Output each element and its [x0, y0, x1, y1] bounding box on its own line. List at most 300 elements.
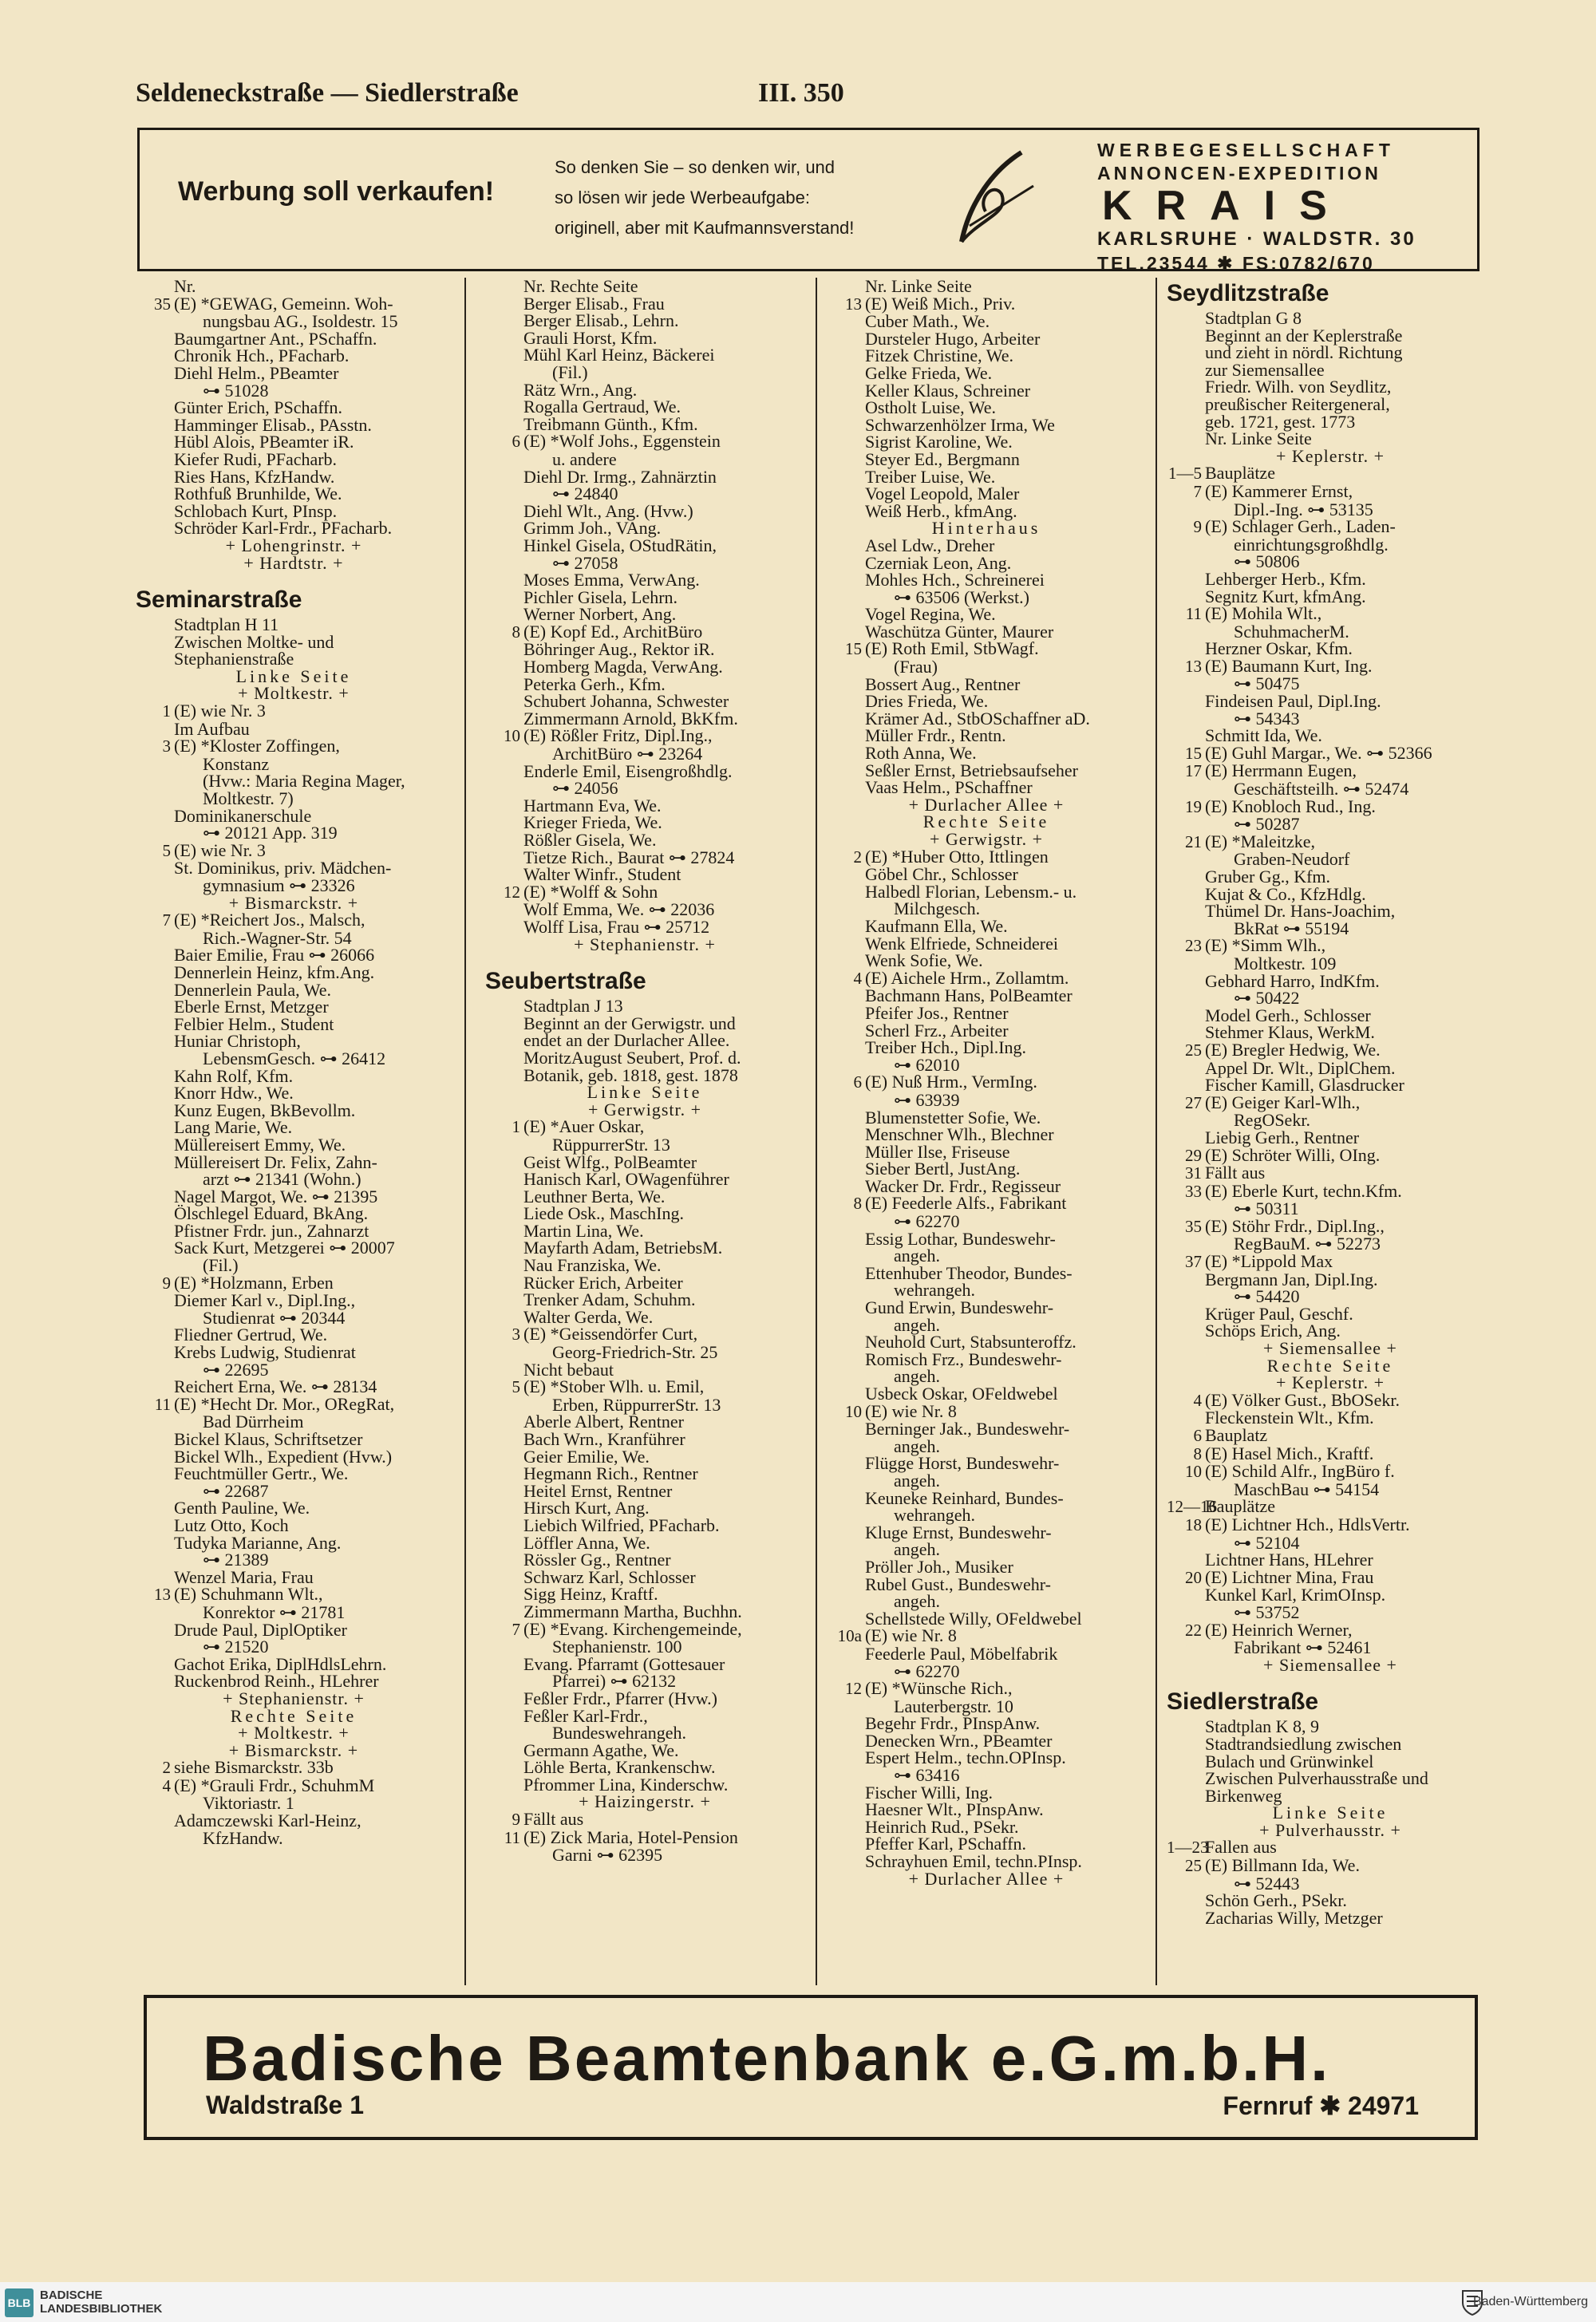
- resident-entry: Vogel Leopold, Maler: [865, 484, 1020, 504]
- side-heading: Hinterhaus: [931, 518, 1041, 539]
- resident-entry: Liede Osk., MaschIng.: [523, 1203, 685, 1224]
- column-2: [485, 278, 804, 1985]
- page-title: Seldeneckstraße — Siedlerstraße: [136, 78, 519, 108]
- entry-continuation: Graben-Neudorf: [1234, 849, 1350, 870]
- entry-continuation: (Fil.): [552, 361, 588, 382]
- house-number: 31: [1185, 1163, 1202, 1183]
- resident-entry: Treibmann Günth., Kfm.: [523, 413, 698, 434]
- entry-continuation: Garni ⊶ 62395: [552, 1845, 663, 1866]
- resident-entry: Gachot Erika, DiplHdlsLehrn.: [174, 1653, 387, 1674]
- cross-street: + Lohengrinstr. +: [225, 535, 362, 555]
- resident-entry: Nr. Rechte Seite: [523, 278, 638, 296]
- resident-entry: Nr. Linke Seite: [865, 278, 972, 296]
- resident-entry: Liebich Wilfried, PFacharb.: [523, 1514, 720, 1535]
- resident-entry: Schwarz Karl, Schlosser: [523, 1566, 696, 1587]
- entry-continuation: ⊶ 50475: [1234, 673, 1300, 694]
- resident-entry: Sigrist Karoline, We.: [865, 432, 1013, 452]
- house-entry: [485, 1118, 804, 1136]
- entry-continuation: ⊶ 63416: [894, 1765, 960, 1786]
- house-number: 12: [845, 1679, 862, 1699]
- krais-logo-icon: [938, 138, 1057, 258]
- resident-entry: St. Dominikus, priv. Mädchen-: [174, 858, 392, 879]
- house-number: 9: [1193, 517, 1202, 537]
- resident-entry: Keller Klaus, Schreiner: [865, 380, 1031, 401]
- house-entry: [1167, 937, 1494, 955]
- house-number: 15: [845, 639, 862, 659]
- resident-entry: Stadtrandsiedlung zwischen: [1205, 1733, 1402, 1754]
- entry-text: (E) *Grauli Frdr., SchuhmM: [174, 1775, 375, 1795]
- resident-entry: Zwischen Pulverhausstraße und: [1205, 1768, 1428, 1789]
- resident-entry: Enderle Emil, Eisengroßhdlg.: [523, 760, 733, 781]
- cross-street: + Haizingerstr. +: [579, 1791, 711, 1812]
- column-divider: [816, 278, 817, 1985]
- resident-entry: Nagel Margot, We. ⊶ 21395: [174, 1186, 378, 1206]
- resident-entry: Berger Elisab., Frau: [523, 293, 665, 314]
- entry-text: (E) wie Nr. 3: [174, 701, 266, 721]
- state-name[interactable]: Baden-Württemberg: [1472, 2295, 1588, 2308]
- resident-entry: Herzner Oskar, Kfm.: [1205, 638, 1353, 659]
- entry-continuation: ⊶ 50287: [1234, 814, 1300, 835]
- resident-entry: Pröller Joh., Musiker: [865, 1556, 1013, 1577]
- resident-entry: Leuthner Berta, We.: [523, 1186, 666, 1206]
- house-number: 9: [512, 1810, 520, 1830]
- house-entry: [1167, 1498, 1494, 1516]
- resident-entry: Kujat & Co., KfzHdlg.: [1205, 883, 1366, 904]
- house-entry: [485, 432, 804, 451]
- resident-entry: Krebs Ludwig, Studienrat: [174, 1342, 356, 1363]
- entry-text: (E) *Lippold Max: [1205, 1251, 1333, 1272]
- resident-entry: Bossert Aug., Rentner: [865, 673, 1021, 694]
- house-entry: [1167, 480, 1494, 501]
- house-number: 12—16: [1167, 1497, 1217, 1517]
- house-number: 2: [853, 847, 862, 867]
- house-number: 17: [1185, 761, 1202, 781]
- resident-entry: Tudyka Marianne, Ang.: [174, 1532, 342, 1553]
- resident-entry: Waschütza Günter, Maurer: [865, 621, 1054, 642]
- house-entry: [136, 1777, 452, 1795]
- entry-continuation: angeh.: [894, 1539, 941, 1560]
- resident-entry: Göbel Chr., Schlosser: [865, 864, 1018, 885]
- cross-street: + Moltkestr. +: [238, 683, 350, 704]
- house-entry: [485, 727, 804, 745]
- resident-entry: Wenzel Maria, Frau: [174, 1566, 314, 1587]
- resident-entry: und zieht in nördl. Richtung: [1205, 342, 1403, 363]
- side-heading: Rechte Seite: [1266, 1355, 1394, 1376]
- resident-entry: Stephanienstraße: [174, 649, 294, 669]
- resident-entry: Eberle Ernst, Metzger: [174, 997, 329, 1017]
- house-number: 25: [1185, 1040, 1202, 1060]
- resident-entry: Grauli Horst, Kfm.: [523, 327, 658, 348]
- library-footer: [0, 2282, 1596, 2322]
- house-entry: [827, 1073, 1146, 1092]
- entry-continuation: ⊶ 62010: [894, 1054, 960, 1075]
- house-number: 1: [512, 1117, 520, 1137]
- house-entry: [1167, 1215, 1494, 1236]
- column-4: [1167, 278, 1494, 1985]
- entry-text: (E) *Geissendörfer Curt,: [523, 1324, 698, 1345]
- entry-text: (E) *Stober Wlh. u. Emil,: [523, 1376, 705, 1397]
- cross-street: + Gerwigstr. +: [929, 829, 1044, 849]
- resident-entry: Feederle Paul, Möbelfabrik: [865, 1643, 1058, 1664]
- ad-slogan: Werbung soll verkaufen!: [178, 176, 495, 207]
- entry-text: Bauplätze: [1205, 463, 1275, 484]
- house-number: 20: [1185, 1567, 1202, 1587]
- entry-text: (E) Rößler Fritz, Dipl.Ing.,: [523, 725, 713, 746]
- resident-entry: Dursteler Hugo, Arbeiter: [865, 328, 1041, 349]
- entry-continuation: u. andere: [552, 448, 617, 469]
- resident-entry: Krämer Ad., StbOSchaffner aD.: [865, 708, 1090, 729]
- resident-entry: Treiber Hch., Dipl.Ing.: [865, 1037, 1027, 1058]
- house-number: 8: [512, 622, 520, 642]
- ad-company-line2: ANNONCEN-EXPEDITION: [1097, 163, 1381, 184]
- house-number: 9: [162, 1273, 171, 1293]
- entry-continuation: ⊶ 22687: [203, 1480, 269, 1501]
- entry-continuation: angeh.: [894, 1366, 941, 1387]
- resident-entry: Dennerlein Heinz, kfm.Ang.: [174, 962, 375, 982]
- resident-entry: Hanisch Karl, OWagenführer: [523, 1169, 729, 1190]
- house-entry: [1167, 1857, 1494, 1875]
- resident-entry: Appel Dr. Wlt., DiplChem.: [1205, 1057, 1396, 1078]
- resident-entry: Bach Wrn., Kranführer: [523, 1429, 685, 1449]
- resident-entry: Findeisen Paul, Dipl.Ing.: [1205, 691, 1381, 712]
- library-name-line1: BADISCHE: [40, 2288, 103, 2302]
- cross-street: + Keplerstr. +: [1276, 445, 1385, 466]
- house-number: 1—5: [1168, 464, 1202, 484]
- resident-entry: Ostholt Luise, We.: [865, 397, 997, 418]
- resident-entry: Schrayhuen Emil, techn.PInsp.: [865, 1851, 1082, 1872]
- column-divider: [464, 278, 466, 1985]
- house-entry: [827, 1195, 1146, 1213]
- resident-entry: preußischer Reitergeneral,: [1205, 393, 1390, 414]
- house-entry: [485, 1378, 804, 1396]
- resident-entry: Halbedl Florian, Lebensm.- u.: [865, 881, 1077, 902]
- entry-continuation: Stephanienstr. 100: [552, 1637, 682, 1657]
- resident-entry: Stadtplan J 13: [523, 996, 623, 1017]
- resident-entry: Müllereisert Emmy, We.: [174, 1134, 346, 1155]
- house-number: 29: [1185, 1145, 1202, 1165]
- resident-entry: Sieber Bertl, JustAng.: [865, 1159, 1021, 1179]
- entry-text: (E) Feederle Alfs., Fabrikant: [865, 1193, 1067, 1214]
- resident-entry: Schellstede Willy, OFeldwebel: [865, 1608, 1082, 1629]
- resident-entry: Kahn Rolf, Kfm.: [174, 1065, 294, 1086]
- entry-continuation: Pfarrei) ⊶ 62132: [552, 1671, 677, 1692]
- resident-entry: Huniar Christoph,: [174, 1031, 301, 1052]
- resident-entry: Blumenstetter Sofie, We.: [865, 1107, 1041, 1127]
- entry-text: (E) Knobloch Rud., Ing.: [1205, 796, 1376, 816]
- resident-entry: Ries Hans, KfzHandw.: [174, 466, 335, 487]
- resident-entry: Nr. Linke Seite: [1205, 428, 1312, 449]
- cross-street: + Moltkestr. +: [238, 1723, 350, 1743]
- resident-entry: Wolf Emma, We. ⊶ 22036: [523, 899, 715, 920]
- resident-entry: Martin Lina, We.: [523, 1220, 644, 1241]
- house-entry: [827, 969, 1146, 988]
- side-heading: Rechte Seite: [922, 812, 1050, 832]
- house-number: 3: [162, 736, 171, 756]
- entry-continuation: ⊶ 63506 (Werkst.): [894, 586, 1029, 607]
- resident-entry: Denecken Wrn., PBeamter: [865, 1730, 1053, 1751]
- entry-continuation: KfzHandw.: [203, 1827, 283, 1848]
- resident-entry: Diemer Karl v., Dipl.Ing.,: [174, 1290, 356, 1311]
- house-entry: [1167, 1253, 1494, 1271]
- house-entry: [1167, 1389, 1494, 1410]
- resident-entry: Löhle Berta, Krankenschw.: [523, 1757, 716, 1778]
- resident-entry: Geier Emilie, We.: [523, 1446, 650, 1467]
- resident-entry: Hegmann Rich., Rentner: [523, 1463, 698, 1484]
- house-number: 4: [853, 968, 862, 988]
- ad-company: [1097, 138, 1464, 275]
- entry-text: (E) wie Nr. 8: [865, 1625, 957, 1646]
- resident-entry: Begehr Frdr., PInspAnw.: [865, 1713, 1041, 1734]
- resident-entry: Schöps Erich, Ang.: [1205, 1321, 1341, 1341]
- entry-text: (E) *Maleitzke,: [1205, 831, 1316, 851]
- resident-entry: Mayfarth Adam, BetriebsM.: [523, 1238, 723, 1258]
- resident-entry: Baier Emilie, Frau ⊶ 26066: [174, 945, 375, 966]
- entry-continuation: ⊶ 63939: [894, 1089, 960, 1110]
- cross-street: + Bismarckstr. +: [228, 892, 359, 913]
- house-number: 7: [162, 910, 171, 930]
- entry-text: (E) Lichtner Hch., HdlsVertr.: [1205, 1514, 1410, 1534]
- entry-text: (E) Nuß Hrm., VermIng.: [865, 1072, 1037, 1092]
- resident-entry: Menschner Wlh., Blechner: [865, 1124, 1054, 1145]
- resident-entry: Trenker Adam, Schuhm.: [523, 1289, 696, 1310]
- resident-entry: Nr.: [174, 278, 196, 296]
- resident-entry: Pichler Gisela, Lehrn.: [523, 586, 678, 607]
- bank-address: Waldstraße 1: [206, 2091, 364, 2119]
- house-number: 2: [162, 1758, 171, 1778]
- resident-entry: Vogel Regina, We.: [865, 604, 996, 625]
- resident-entry: Böhringer Aug., Rektor iR.: [523, 639, 715, 660]
- entry-text: Bauplätze: [1205, 1496, 1275, 1517]
- resident-entry: Hübl Alois, PBeamter iR.: [174, 432, 354, 452]
- resident-entry: Dennerlein Paula, We.: [174, 979, 331, 1000]
- entry-text: (E) Guhl Margar., We. ⊶ 52366: [1205, 742, 1432, 763]
- entry-continuation: Bundeswehrangeh.: [552, 1723, 687, 1743]
- resident-entry: Asel Ldw., Dreher: [865, 535, 995, 555]
- house-entry: [1167, 1463, 1494, 1481]
- resident-entry: Bickel Klaus, Schriftsetzer: [174, 1429, 363, 1449]
- entry-continuation: wehrangeh.: [894, 1505, 976, 1526]
- entry-continuation: BkRat ⊶ 55194: [1234, 918, 1349, 938]
- house-entry: [827, 295, 1146, 314]
- blb-logo-icon[interactable]: BLB: [5, 2288, 34, 2317]
- resident-entry: Mohles Hch., Schreinerei: [865, 570, 1045, 590]
- house-entry: [1167, 518, 1494, 536]
- house-number: 19: [1185, 796, 1202, 816]
- resident-entry: Peterka Gerh., Kfm.: [523, 673, 666, 694]
- resident-entry: Romisch Frz., Bundeswehr-: [865, 1349, 1062, 1369]
- house-number: 6: [1193, 1426, 1202, 1445]
- entry-continuation: Lauterbergstr. 10: [894, 1696, 1013, 1716]
- house-entry: [136, 702, 452, 721]
- entry-continuation: ⊶ 51028: [203, 380, 269, 401]
- house-number: 11: [154, 1394, 171, 1414]
- resident-entry: Dries Frieda, We.: [865, 691, 989, 712]
- resident-entry: Treiber Luise, We.: [865, 466, 996, 487]
- resident-entry: Sigg Heinz, Kraftf.: [523, 1584, 658, 1605]
- house-entry: [1167, 1094, 1494, 1112]
- resident-entry: Krieger Frieda, We.: [523, 812, 662, 833]
- resident-entry: Bickel Wlh., Expedient (Hvw.): [174, 1446, 393, 1467]
- resident-entry: Drude Paul, DiplOptiker: [174, 1619, 347, 1640]
- side-heading: Linke Seite: [587, 1082, 703, 1103]
- entry-continuation: Rich.-Wagner-Str. 54: [203, 927, 352, 948]
- entry-continuation: SchuhmacherM.: [1234, 621, 1349, 642]
- resident-entry: Lang Marie, We.: [174, 1117, 293, 1138]
- entry-text: (E) wie Nr. 8: [865, 1400, 957, 1421]
- entry-continuation: ⊶ 20121 App. 319: [203, 823, 338, 843]
- resident-entry: Beginnt an der Gerwigstr. und: [523, 1013, 736, 1033]
- resident-entry: Fischer Kamill, Glasdrucker: [1205, 1075, 1404, 1096]
- entry-continuation: MaschBau ⊶ 54154: [1234, 1479, 1380, 1499]
- entry-continuation: ⊶ 50311: [1234, 1199, 1299, 1219]
- house-entry: [827, 640, 1146, 658]
- cross-street: + Durlacher Allee +: [908, 794, 1065, 815]
- entry-text: Fällt aus: [1205, 1163, 1266, 1183]
- entry-text: (E) Bregler Hedwig, We.: [1205, 1039, 1381, 1060]
- resident-entry: Krüger Paul, Geschf.: [1205, 1303, 1353, 1324]
- resident-entry: Czerniak Leon, Ang.: [865, 552, 1012, 573]
- resident-entry: Zimmermann Martha, Buchhn.: [523, 1601, 742, 1621]
- resident-entry: Neuhold Curt, Stabsunteroffz.: [865, 1332, 1077, 1353]
- ad-phone: TEL.23544 ✱ FS:0782/670: [1097, 253, 1375, 274]
- resident-entry: Grimm Joh., VAng.: [523, 518, 662, 539]
- resident-entry: Müllereisert Dr. Felix, Zahn-: [174, 1151, 377, 1172]
- bank-phone: Fernruf ✱ 24971: [1223, 2091, 1419, 2120]
- entry-continuation: ⊶ 52443: [1234, 1873, 1300, 1894]
- resident-entry: Stadtplan H 11: [174, 614, 279, 635]
- entry-text: (E) *Reichert Jos., Malsch,: [174, 910, 365, 930]
- entry-text: (E) Baumann Kurt, Ing.: [1205, 655, 1373, 676]
- house-entry: [136, 295, 452, 314]
- bank-advertisement: [144, 1995, 1478, 2140]
- resident-entry: Vaas Helm., PSchaffner: [865, 777, 1033, 798]
- resident-entry: Rogalla Gertraud, We.: [523, 397, 681, 417]
- resident-entry: Löffler Anna, We.: [523, 1532, 650, 1553]
- entry-text: (E) Völker Gust., BbOSekr.: [1205, 1389, 1400, 1410]
- house-number: 10a: [837, 1626, 862, 1646]
- house-number: 6: [853, 1072, 862, 1092]
- resident-entry: Schlobach Kurt, PInsp.: [174, 500, 338, 521]
- page-header: [136, 78, 1572, 118]
- resident-entry: Fleckenstein Wlt., Kfm.: [1205, 1408, 1374, 1428]
- house-number: 35: [1185, 1216, 1202, 1236]
- entry-continuation: Studienrat ⊶ 20344: [203, 1307, 346, 1328]
- library-name[interactable]: [40, 2288, 162, 2316]
- house-number: 18: [1185, 1514, 1202, 1534]
- resident-entry: Weiß Herb., kfmAng.: [865, 500, 1017, 521]
- bank-name: Badische Beamtenbank e.G.m.b.H.: [203, 2023, 1331, 2094]
- column-3: [827, 278, 1146, 1985]
- entry-text: (E) Eberle Kurt, techn.Kfm.: [1205, 1180, 1402, 1201]
- house-entry: [1167, 605, 1494, 623]
- resident-entry: Walter Gerda, We.: [523, 1306, 654, 1327]
- entry-continuation: gymnasium ⊶ 23326: [203, 875, 355, 895]
- ad-company-line1: WERBEGESELLSCHAFT: [1097, 140, 1395, 160]
- cross-street: + Keplerstr. +: [1276, 1372, 1385, 1393]
- house-entry: [1167, 1164, 1494, 1183]
- house-number: 3: [512, 1325, 520, 1345]
- resident-entry: Roth Anna, We.: [865, 743, 977, 764]
- entry-continuation: ArchitBüro ⊶ 23264: [552, 744, 703, 764]
- entry-continuation: Moltkestr. 109: [1234, 953, 1337, 973]
- ad-text-line: So denken Sie – so denken wir, und: [555, 157, 836, 177]
- resident-entry: Thümel Dr. Hans-Joachim,: [1205, 901, 1396, 922]
- resident-entry: Schön Gerh., PSekr.: [1205, 1890, 1347, 1911]
- resident-entry: Schmitt Ida, We.: [1205, 725, 1322, 746]
- house-number: 10: [845, 1401, 862, 1421]
- entry-text: (E) Aichele Hrm., Zollamtm.: [865, 967, 1069, 988]
- resident-entry: Homberg Magda, VerwAng.: [523, 657, 723, 677]
- resident-entry: Beginnt an der Keplerstraße: [1205, 325, 1403, 346]
- house-number: 4: [1193, 1390, 1202, 1410]
- resident-entry: Essig Lothar, Bundeswehr-: [865, 1228, 1056, 1249]
- resident-entry: Moses Emma, VerwAng.: [523, 570, 700, 590]
- house-entry: [485, 883, 804, 902]
- house-number: 35: [154, 294, 171, 314]
- resident-entry: Cuber Math., We.: [865, 311, 990, 332]
- resident-entry: Espert Helm., techn.OPInsp.: [865, 1747, 1066, 1768]
- resident-entry: Liebig Gerh., Rentner: [1205, 1127, 1360, 1147]
- resident-entry: Bergmann Jan, Dipl.Ing.: [1205, 1269, 1378, 1289]
- resident-entry: Seßler Ernst, Betriebsaufseher: [865, 760, 1078, 780]
- entry-text: siehe Bismarckstr. 33b: [174, 1757, 334, 1778]
- resident-entry: Wolff Lisa, Frau ⊶ 25712: [523, 916, 710, 937]
- house-entry: [1167, 833, 1494, 851]
- house-entry: [136, 1274, 452, 1293]
- house-entry: [1167, 762, 1494, 780]
- side-heading: Linke Seite: [235, 665, 352, 686]
- entry-text: (E) *GEWAG, Gemeinn. Woh-: [174, 293, 393, 314]
- resident-entry: Diehl Dr. Irmg., Zahnärztin: [523, 466, 717, 487]
- resident-entry: Walter Winfr., Student: [523, 864, 681, 885]
- resident-entry: Feuchtmüller Gertr., We.: [174, 1463, 349, 1484]
- resident-entry: Kluge Ernst, Bundeswehr-: [865, 1522, 1052, 1542]
- resident-entry: Friedr. Wilh. von Seydlitz,: [1205, 377, 1392, 397]
- house-entry: [136, 1586, 452, 1604]
- entry-text: (E) *Simm Wlh.,: [1205, 935, 1326, 956]
- house-entry: [485, 1325, 804, 1344]
- house-number: 5: [162, 840, 171, 860]
- entry-continuation: ⊶ 27058: [552, 552, 618, 573]
- entry-continuation: arzt ⊶ 21341 (Wohn.): [203, 1169, 361, 1190]
- resident-entry: Lichtner Hans, HLehrer: [1205, 1550, 1373, 1570]
- resident-entry: Ruckenbrod Reinh., HLehrer: [174, 1671, 379, 1692]
- resident-entry: Flügge Horst, Bundeswehr-: [865, 1453, 1060, 1474]
- entry-continuation: Konrektor ⊶ 21781: [203, 1601, 346, 1622]
- entry-continuation: wehrangeh.: [894, 1280, 976, 1301]
- resident-entry: Adamczewski Karl-Heinz,: [174, 1811, 361, 1831]
- resident-entry: Keuneke Reinhard, Bundes-: [865, 1487, 1064, 1508]
- street-heading: Siedlerstraße: [1167, 1688, 1319, 1716]
- entry-text: (E) *Wolff & Sohn: [523, 881, 658, 902]
- entry-text: (E) Schild Alfr., IngBüro f.: [1205, 1461, 1395, 1482]
- house-entry: [1167, 798, 1494, 816]
- house-number: 23: [1185, 936, 1202, 956]
- resident-entry: Haesner Wlt., PInspAnw.: [865, 1799, 1044, 1820]
- entry-text: (E) Herrmann Eugen,: [1205, 760, 1357, 781]
- house-number: 12: [504, 882, 520, 902]
- house-entry: [1167, 1144, 1494, 1165]
- entry-text: Bauplatz: [1205, 1425, 1268, 1445]
- entry-text: (E) *Wünsche Rich.,: [865, 1678, 1013, 1699]
- entry-text: (E) Billmann Ida, We.: [1205, 1855, 1360, 1876]
- house-entry: [1167, 1180, 1494, 1201]
- resident-entry: Schröder Karl-Frdr., PFacharb.: [174, 518, 393, 539]
- entry-text: Fallen aus: [1205, 1837, 1277, 1858]
- cross-street: + Pulverhausstr. +: [1259, 1819, 1401, 1840]
- resident-entry: Bulach und Grünwinkel: [1205, 1751, 1374, 1771]
- house-entry: [1167, 744, 1494, 763]
